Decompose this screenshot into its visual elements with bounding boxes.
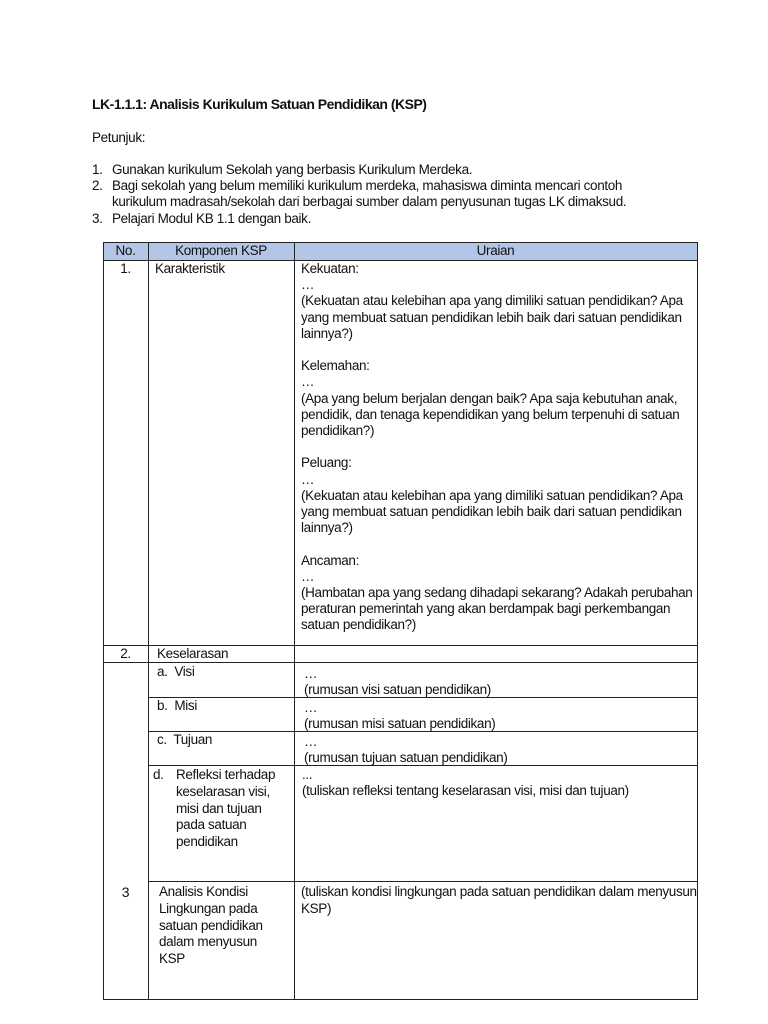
sub-misi-label: b. Misi xyxy=(157,698,197,713)
section-label: Ancaman: xyxy=(301,552,359,568)
section-placeholder: … xyxy=(301,568,315,584)
section-text: (Kekuatan atau kelebihan apa yang dimiliki satuan pendidikan? Apa xyxy=(301,293,683,309)
sub-tujuan-label: c. Tujuan xyxy=(157,732,213,747)
item-text: Bagi sekolah yang belum memiliki kurikulum merdeka, mahasiswa diminta mencari contoh xyxy=(112,178,623,194)
header-komponen: Komponen KSP xyxy=(175,243,267,258)
section-label: Kekuatan: xyxy=(301,261,359,276)
section-text: satuan pendidikan?) xyxy=(301,617,416,633)
item-number: 1. xyxy=(92,162,103,177)
item-number: 3. xyxy=(92,210,103,226)
instruction-item xyxy=(92,178,626,210)
section-text: (Kekuatan atau kelebihan apa yang dimiliki satuan pendidikan? Apa xyxy=(301,487,683,503)
uraian-section xyxy=(301,261,695,342)
section-text: lainnya?) xyxy=(301,520,353,536)
section-placeholder: … xyxy=(301,374,315,390)
row3-no: 3 xyxy=(121,884,130,900)
row2-no: 2. xyxy=(120,646,131,661)
sub-refleksi-letter: d. xyxy=(153,767,164,782)
section-text: peraturan pemerintah yang akan berdampak bagi perkembangan xyxy=(301,601,671,617)
row1-uraian[interactable] xyxy=(301,261,695,634)
section-text: (Apa yang belum berjalan dengan baik? Apa saja kebutuhan anak, xyxy=(301,390,678,406)
section-placeholder: … xyxy=(301,277,315,293)
item-text: Pelajari Modul KB 1.1 dengan baik. xyxy=(112,210,311,226)
row1-no: 1. xyxy=(120,261,131,276)
section-placeholder: … xyxy=(301,471,315,487)
instruction-item xyxy=(92,211,626,227)
section-text: lainnya?) xyxy=(301,325,353,341)
item-number: 2. xyxy=(92,178,103,194)
header-uraian: Uraian xyxy=(476,243,515,258)
instructions-list xyxy=(92,162,626,227)
section-label: Kelemahan: xyxy=(301,358,370,374)
instruction-item xyxy=(92,162,626,178)
sub-visi-uraian[interactable]: … (rumusan visi satuan pendidikan) xyxy=(304,666,491,698)
instructions-label: Petunjuk: xyxy=(92,130,146,145)
row3-komponen: Analisis Kondisi Lingkungan pada satuan pendidikan dalam menyusun KSP xyxy=(159,884,263,967)
sub-misi-uraian[interactable]: … (rumusan misi satuan pendidikan) xyxy=(304,700,496,732)
section-label: Peluang: xyxy=(301,455,352,471)
item-text: kurikulum madrasah/sekolah dari berbagai sumber dalam penyusunan tugas LK dimaksud. xyxy=(112,194,627,210)
page-title: LK-1.1.1: Analisis Kurikulum Satuan Pendidikan (KSP) xyxy=(92,96,427,112)
sub-refleksi-uraian[interactable]: ... (tuliskan refleksi tentang keselarasan visi, misi dan tujuan) xyxy=(302,767,629,799)
section-text: pendidikan?) xyxy=(301,423,375,439)
item-text: Gunakan kurikulum Sekolah yang berbasis Kurikulum Merdeka. xyxy=(112,162,473,177)
sub-visi-label: a. Visi xyxy=(157,664,195,679)
uraian-section xyxy=(301,358,695,439)
header-no: No. xyxy=(115,243,136,258)
section-text: yang membuat satuan pendidikan lebih baik dari satuan pendidikan xyxy=(301,309,682,325)
section-text: (Hambatan apa yang sedang dihadapi sekarang? Adakah perubahan xyxy=(301,585,693,601)
sub-tujuan-uraian[interactable]: … (rumusan tujuan satuan pendidikan) xyxy=(304,734,508,766)
uraian-section xyxy=(301,455,695,536)
row2-komponen: Keselarasan xyxy=(157,646,229,661)
section-text: yang membuat satuan pendidikan lebih baik dari satuan pendidikan xyxy=(301,504,682,520)
section-text: pendidik, dan tenaga kependidikan yang belum terpenuhi di satuan xyxy=(301,406,680,422)
uraian-section xyxy=(301,553,695,634)
row1-komponen: Karakteristik xyxy=(155,261,225,276)
sub-refleksi-label: Refleksi terhadap keselarasan visi, misi dan tujuan pada satuan pendidikan xyxy=(176,767,276,850)
row3-uraian[interactable]: (tuliskan kondisi lingkungan pada satuan pendidikan dalam menyusun KSP) xyxy=(301,884,697,916)
